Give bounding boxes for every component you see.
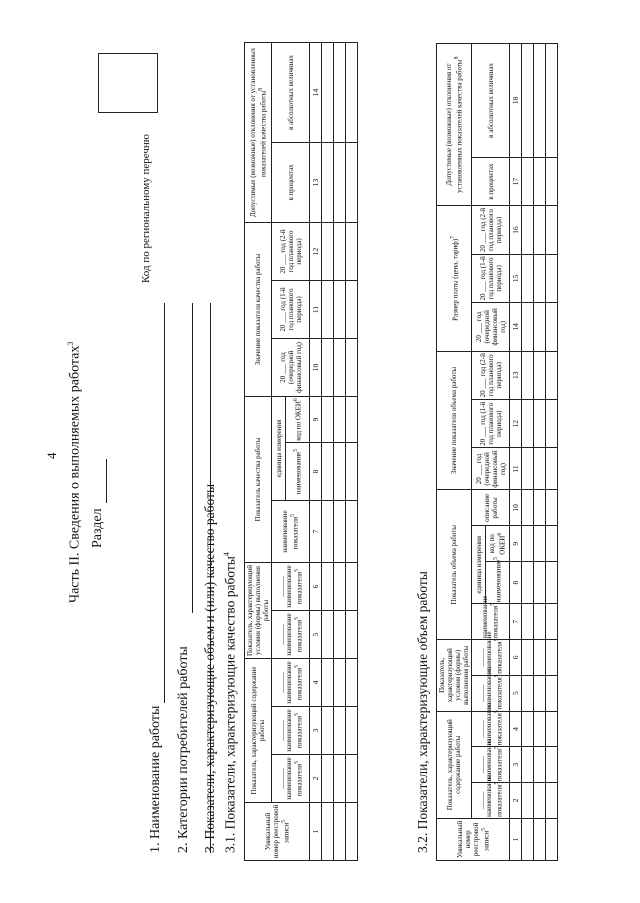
- t1-quality-group-header: Показатель качества работы: [245, 396, 272, 562]
- t1-conditions-group-header: Показатель, характеризующий условия (формы) выполнения работы: [245, 562, 272, 658]
- t1-conditions-col-2: ______ наименование показателя$^5$: [272, 562, 310, 610]
- heading-3-1-footnote: 4: [222, 552, 231, 557]
- t2-vol-year3: 20 ___ год (2-й год планового периода): [472, 351, 510, 399]
- field-consumers-line: [192, 303, 193, 613]
- table-row: [346, 42, 358, 860]
- t2-col-num: 2: [510, 783, 522, 819]
- t2-col-num: 1: [510, 818, 522, 860]
- t2-column-numbers-row: [510, 44, 522, 861]
- t1-col-num: 12: [310, 222, 322, 280]
- t1-deviation-text: Допустимые (возможные) отклонения от установленных показателей качества работы: [248, 47, 268, 218]
- part-title: [66, 342, 84, 603]
- t1-year3: 20 ___ год (2-й год планового периода): [272, 222, 310, 280]
- t2-conditions-col-1-text: наименование показателя: [485, 667, 504, 710]
- t2-conditions-group-header: Показатель, характеризующий условия (формы) выполнения работы: [437, 639, 472, 711]
- t2-unique-number-header: [437, 818, 510, 860]
- t2-content-col-3-text: наименование показателя: [485, 703, 504, 746]
- t1-unique-number-header: [245, 803, 310, 861]
- t2-content-col-1-footnote: 5: [494, 781, 501, 785]
- t2-volume-values-group-header: Значение показателя объема работы: [437, 351, 472, 490]
- t2-volume-group-header: Показатель объема работы: [437, 490, 472, 639]
- t2-price-year2: 20 ___ год (1-й год планового периода): [472, 254, 510, 302]
- t1-unit-name-text: наименование: [294, 451, 303, 495]
- t2-price-text: Размер платы (цена, тариф): [451, 238, 460, 321]
- table-row: [522, 44, 534, 861]
- t2-content-group-header: Показатель, характеризующий содержание работы: [437, 711, 472, 818]
- t2-col-num: 18: [510, 44, 522, 158]
- t2-col-num: 12: [510, 399, 522, 447]
- t2-col-num: 16: [510, 206, 522, 254]
- heading-3: 3. Показатели, характеризующие объем и (или) качество работы: [202, 483, 217, 853]
- t1-quality-indicator-footnote: 5: [290, 513, 297, 517]
- regional-code-label: Код по региональному перечню: [140, 133, 152, 283]
- t1-unique-number-text: Уникальный номер реестровой записи: [263, 804, 291, 859]
- t2-okei-text: код по ОКЕИ: [488, 534, 507, 555]
- t2-col-num: 6: [510, 639, 522, 675]
- t1-okei-footnote: 6: [293, 398, 300, 402]
- t1-unique-number-footnote: 5: [280, 819, 287, 823]
- t2-in-absolute: в абсолютных величинах: [472, 44, 510, 158]
- t2-content-col-3-footnote: 5: [494, 710, 501, 714]
- t1-col-num: 8: [310, 442, 322, 500]
- t2-col-num: 3: [510, 747, 522, 783]
- t2-col-num: 7: [510, 604, 522, 640]
- field-work-name-line: [164, 303, 165, 703]
- t2-price-year3: 20 ___ год (2-й год планового периода): [472, 206, 510, 254]
- table-row: [534, 44, 546, 861]
- t2-vol-year1: 20 ___ год (очередной финансовый год): [472, 448, 510, 490]
- t2-deviation-footnote: 8: [453, 56, 460, 60]
- t1-year2: 20 ___ год (1-й год планового периода): [272, 280, 310, 338]
- t2-col-num: 11: [510, 448, 522, 490]
- t2-unique-number-text: Уникальный номер реестровой записи: [455, 820, 491, 859]
- field-work-name-label: 1. Наименование работы: [148, 705, 163, 853]
- t1-content-col-3: ______ наименование показателя$^5$: [272, 659, 310, 707]
- t1-col-num: 2: [310, 755, 322, 803]
- t1-conditions-col-2-text: наименование показателя: [285, 565, 304, 608]
- t2-conditions-col-2-footnote: 5: [494, 638, 501, 642]
- t1-col-num: 3: [310, 707, 322, 755]
- t1-conditions-col-1-footnote: 5: [294, 616, 301, 620]
- table-row: [322, 42, 334, 860]
- t2-unit-name-text: наименование: [494, 559, 503, 603]
- t1-content-col-1-footnote: 5: [294, 760, 301, 764]
- t2-price-footnote: 7: [449, 235, 456, 239]
- t1-content-col-2-text: наименование показателя: [285, 709, 304, 752]
- t1-content-group-header: Показатель, характеризующий содержание работы: [245, 659, 272, 803]
- section-number-line: [106, 459, 107, 503]
- t1-col-num: 5: [310, 611, 322, 659]
- t1-in-absolute: в абсолютных величинах: [272, 42, 310, 142]
- t1-conditions-col-1-text: наименование показателя: [285, 613, 304, 656]
- t2-content-col-2: _____ наименование показателя$^5$: [472, 747, 510, 783]
- t2-col-num: 9: [510, 526, 522, 562]
- t2-col-num: 10: [510, 490, 522, 526]
- t1-unit-name: [286, 442, 310, 500]
- t2-col-num: 8: [510, 562, 522, 604]
- t1-col-num: 6: [310, 562, 322, 610]
- t2-content-col-1: _____ наименование показателя$^5$: [472, 783, 510, 819]
- t2-volume-indicator-name: [472, 595, 510, 640]
- t1-deviation-group-header: [245, 42, 272, 222]
- t1-content-col-1: ______ наименование показателя$^5$: [272, 755, 310, 803]
- page-number: 4: [44, 452, 59, 459]
- table-row: [546, 44, 558, 861]
- heading-3-1: [222, 552, 239, 853]
- volume-indicators-table: [436, 43, 558, 861]
- table-row: [334, 42, 346, 860]
- t2-conditions-col-2-text: наименование показателя: [485, 631, 504, 674]
- t2-volume-indicator-footnote: 5: [490, 602, 497, 606]
- t1-unit-group: единица измерения: [272, 396, 286, 500]
- t1-conditions-col-1: ______ наименование показателя$^5$: [272, 611, 310, 659]
- t1-deviation-footnote: 8: [257, 87, 264, 91]
- section-label: Раздел: [90, 508, 105, 548]
- t2-col-num: 14: [510, 303, 522, 351]
- t1-col-num: 11: [310, 280, 322, 338]
- t1-col-num: 4: [310, 659, 322, 707]
- quality-indicators-table: [244, 42, 358, 861]
- field-consumers-label: 2. Категории потребителей работы: [176, 646, 191, 853]
- t1-col-num: 14: [310, 42, 322, 142]
- t2-col-num: 4: [510, 711, 522, 747]
- t2-okei-footnote: 6: [497, 532, 504, 536]
- t1-okei: [286, 396, 310, 442]
- t2-content-col-2-footnote: 5: [494, 745, 501, 749]
- t2-deviation-group-header: [437, 44, 472, 206]
- heading-3-2: 3.2. Показатели, характеризующие объем работы: [415, 571, 430, 853]
- t2-conditions-col-1-footnote: 5: [494, 674, 501, 678]
- t1-unit-name-footnote: 5: [293, 448, 300, 452]
- heading-3-1-text: 3.1. Показатели, характеризующие качество работы: [222, 556, 238, 853]
- t1-year1: 20 ___ год (очередной финансовый год): [272, 338, 310, 396]
- t2-price-group-header: [437, 206, 472, 351]
- t1-content-col-2-footnote: 5: [294, 712, 301, 716]
- t1-col-num: 13: [310, 142, 322, 222]
- t1-col-num: 1: [310, 803, 322, 861]
- t1-col-num: 7: [310, 500, 322, 562]
- t2-col-num: 17: [510, 157, 522, 205]
- t2-content-col-2-text: наименование показателя: [485, 738, 504, 782]
- part-title-footnote: 3: [66, 341, 75, 346]
- t2-unique-number-footnote: 5: [480, 827, 487, 831]
- t1-col-num: 10: [310, 338, 322, 396]
- t2-content-col-1-text: наименование показателя: [485, 774, 504, 817]
- t2-conditions-col-1: _____ наименование показателя$^5$: [472, 675, 510, 711]
- part-title-text: Часть II. Сведения о выполняемых работах: [67, 345, 83, 603]
- t1-okei-text: код по ОКЕИ: [294, 401, 303, 441]
- t1-content-col-1-text: наименование показателя: [285, 757, 304, 800]
- t2-unit-group: единица измерения: [472, 526, 486, 604]
- t1-quality-indicator-text: наименование показателя: [281, 510, 300, 553]
- t2-price-year1: 20 ___ год (очередной финансовый год): [472, 303, 510, 351]
- t2-col-num: 15: [510, 254, 522, 302]
- t1-in-percent: в процентах: [272, 142, 310, 222]
- t2-content-col-3: _____ наименование показателя$^5$: [472, 711, 510, 747]
- t1-col-num: 9: [310, 396, 322, 442]
- t2-description: описание работы: [472, 490, 510, 526]
- t1-conditions-col-2-footnote: 5: [294, 568, 301, 572]
- t2-vol-year2: 20 ___ год (1-й год планового периода): [472, 399, 510, 447]
- regional-code-box: [98, 53, 158, 113]
- t1-content-col-3-footnote: 5: [294, 664, 301, 668]
- t2-unit-name-footnote: 5: [493, 556, 500, 560]
- t1-values-group-header: Значение показателя качества работы: [245, 222, 272, 396]
- t1-content-col-2: ______ наименование показателя$^5$: [272, 707, 310, 755]
- t1-content-col-3-text: наименование показателя: [285, 661, 304, 704]
- t1-quality-indicator-name: [272, 500, 310, 562]
- t2-deviation-text: Допустимые (возможные) отклонения от установленных показателей качества работы: [444, 59, 464, 193]
- t2-in-percent: в процентах: [472, 157, 510, 205]
- t2-volume-indicator-text: наименование показателя: [481, 595, 500, 638]
- t2-col-num: 13: [510, 351, 522, 399]
- t2-conditions-col-2: _____ наименование показателя$^5$: [472, 639, 510, 675]
- t2-col-num: 5: [510, 675, 522, 711]
- t1-column-numbers-row: [310, 42, 322, 860]
